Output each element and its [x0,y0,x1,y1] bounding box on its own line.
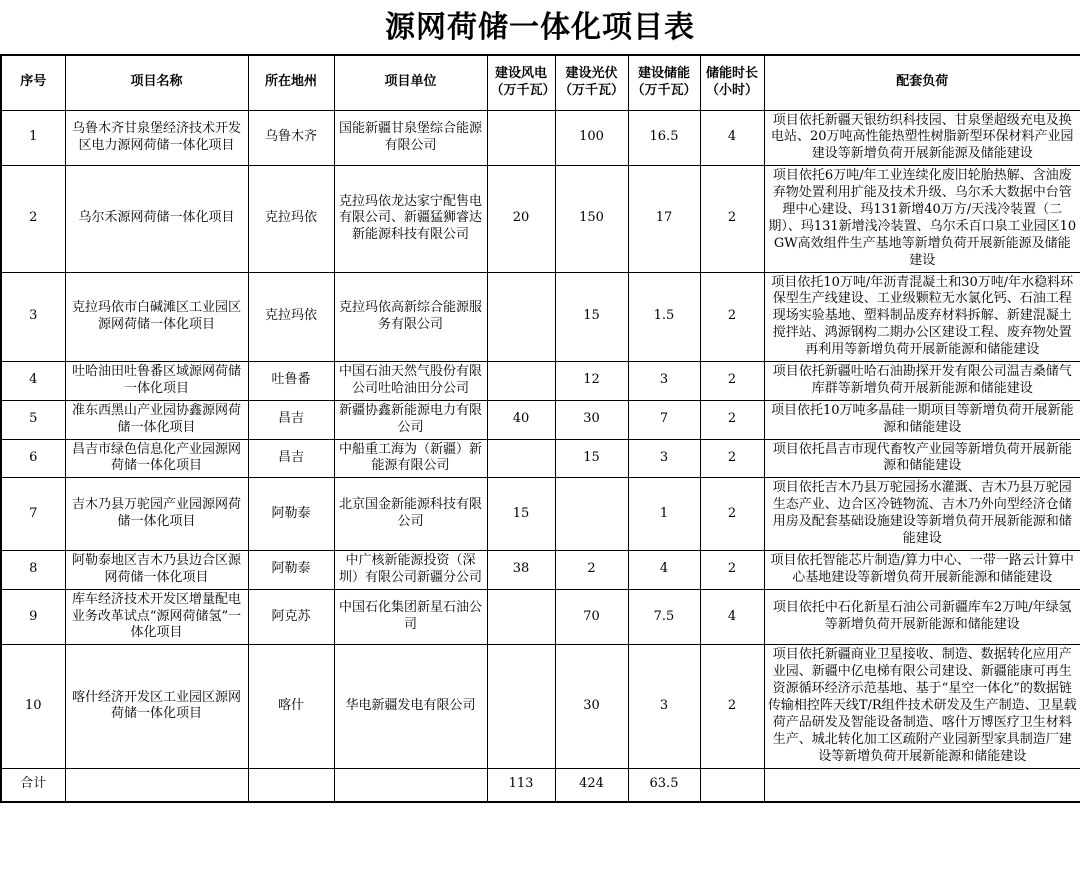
cell-storage: 3 [628,361,700,400]
cell-load: 项目依托新疆商业卫星接收、制造、数据转化应用产业园、新疆中亿电梯有限公司建设、新疆能康可再生资源循环经济示范基地、基于“星空一体化”的数据链传输相控阵天线T/R组件技术研发及生产制造、卫星载荷产品研发及智能设备制造、喀什万博医疗卫生材料生产、城北转化加工区疏附产业园新型家具制造厂建设等新增负荷开展新能源和储能建设 [764,645,1080,768]
cell-pv: 424 [555,768,628,802]
cell-pv: 15 [555,439,628,478]
cell-wind [487,645,555,768]
cell-storage: 7.5 [628,589,700,645]
table-row [1,400,1080,439]
cell-name: 库车经济技术开发区增量配电业务改革试点“源网荷储氢”一体化项目 [65,589,248,645]
cell-seq: 4 [1,361,65,400]
cell-pv [555,478,628,551]
cell-prefecture: 克拉玛依 [248,166,334,272]
cell-load: 项目依托吉木乃县万驼园扬水灌溉、吉木乃县万驼园生态产业、边合区冷链物流、吉木乃外向型经济仓储用房及配套基础设施建设等新增负荷开展新能源和储能建设 [764,478,1080,551]
cell-duration: 2 [700,439,764,478]
cell-seq: 2 [1,166,65,272]
cell-pv: 70 [555,589,628,645]
table-row [1,589,1080,645]
cell-seq: 1 [1,110,65,166]
cell-wind: 20 [487,166,555,272]
cell-unit: 克拉玛依高新综合能源服务有限公司 [334,272,487,361]
column-header-unit: 项目单位 [334,55,487,110]
cell-pv: 150 [555,166,628,272]
projects-table [0,54,1080,803]
table-header [1,55,1080,110]
cell-load: 项目依托新疆天银纺织科技园、甘泉堡超级充电及换电站、20万吨高性能热塑性树脂新型环保材料产业园建设等新增负荷开展新能源及储能建设 [764,110,1080,166]
cell-load: 项目依托6万吨/年工业连续化废旧轮胎热解、含油废弃物处置利用扩能及技术升级、乌尔禾大数据中台管理中心建设、玛131新增40万方/天浅冷装置（二期）、玛131新增浅冷装置、乌尔禾百口泉工业园区10GW高效组件生产基地等新增负荷开展新能源及储能建设 [764,166,1080,272]
cell-wind: 15 [487,478,555,551]
cell-prefecture: 克拉玛依 [248,272,334,361]
column-header-seq: 序号 [1,55,65,110]
cell-prefecture: 昌吉 [248,439,334,478]
cell-seq: 3 [1,272,65,361]
cell-prefecture: 乌鲁木齐 [248,110,334,166]
cell-wind [487,589,555,645]
cell-seq: 9 [1,589,65,645]
total-row [1,768,1080,802]
table-row [1,272,1080,361]
column-header-wind: 建设风电（万千瓦） [487,55,555,110]
table-body [1,110,1080,802]
cell-prefecture: 喀什 [248,645,334,768]
cell-load: 项目依托中石化新星石油公司新疆库车2万吨/年绿氢等新增负荷开展新能源和储能建设 [764,589,1080,645]
cell-unit: 中国石化集团新星石油公司 [334,589,487,645]
page-title: 源网荷储一体化项目表 [385,10,695,45]
table-row [1,645,1080,768]
cell-name: 喀什经济开发区工业园区源网荷储一体化项目 [65,645,248,768]
cell-wind [487,439,555,478]
cell-storage: 3 [628,645,700,768]
cell-load: 项目依托新疆吐哈石油勘探开发有限公司温吉桑储气库群等新增负荷开展新能源和储能建设 [764,361,1080,400]
cell-pv: 15 [555,272,628,361]
table-row [1,478,1080,551]
cell-seq: 8 [1,550,65,589]
cell-name: 昌吉市绿色信息化产业园源网荷储一体化项目 [65,439,248,478]
table-row [1,361,1080,400]
cell-storage: 17 [628,166,700,272]
cell-pv: 30 [555,645,628,768]
table-row [1,166,1080,272]
column-header-prefecture: 所在地州 [248,55,334,110]
cell-prefecture [248,768,334,802]
cell-wind [487,361,555,400]
cell-storage: 4 [628,550,700,589]
cell-duration: 2 [700,166,764,272]
cell-duration: 2 [700,550,764,589]
cell-pv: 2 [555,550,628,589]
table-row [1,439,1080,478]
cell-seq: 合计 [1,768,65,802]
cell-load: 项目依托10万吨多晶硅一期项目等新增负荷开展新能源和储能建设 [764,400,1080,439]
column-header-load: 配套负荷 [764,55,1080,110]
header-row [1,55,1080,110]
cell-duration: 2 [700,361,764,400]
cell-unit: 华电新疆发电有限公司 [334,645,487,768]
cell-seq: 10 [1,645,65,768]
cell-wind: 38 [487,550,555,589]
cell-wind [487,272,555,361]
table-row [1,550,1080,589]
cell-unit [334,768,487,802]
cell-duration: 2 [700,645,764,768]
cell-prefecture: 阿勒泰 [248,550,334,589]
cell-wind: 40 [487,400,555,439]
cell-storage: 1 [628,478,700,551]
column-header-name: 项目名称 [65,55,248,110]
cell-duration: 4 [700,589,764,645]
cell-prefecture: 吐鲁番 [248,361,334,400]
cell-name: 阿勒泰地区吉木乃县边合区源网荷储一体化项目 [65,550,248,589]
cell-pv: 30 [555,400,628,439]
cell-storage: 1.5 [628,272,700,361]
cell-load: 项目依托昌吉市现代畜牧产业园等新增负荷开展新能源和储能建设 [764,439,1080,478]
cell-storage: 16.5 [628,110,700,166]
cell-name: 乌鲁木齐甘泉堡经济技术开发区电力源网荷储一体化项目 [65,110,248,166]
cell-unit: 新疆协鑫新能源电力有限公司 [334,400,487,439]
cell-seq: 6 [1,439,65,478]
cell-wind [487,110,555,166]
cell-storage: 63.5 [628,768,700,802]
cell-name: 乌尔禾源网荷储一体化项目 [65,166,248,272]
cell-name: 吉木乃县万驼园产业园源网荷储一体化项目 [65,478,248,551]
cell-duration: 2 [700,400,764,439]
cell-pv: 100 [555,110,628,166]
cell-load [764,768,1080,802]
cell-unit: 中广核新能源投资（深圳）有限公司新疆分公司 [334,550,487,589]
cell-name: 吐哈油田吐鲁番区域源网荷储一体化项目 [65,361,248,400]
cell-name [65,768,248,802]
cell-duration: 2 [700,272,764,361]
cell-seq: 7 [1,478,65,551]
cell-name: 克拉玛依市白碱滩区工业园区源网荷储一体化项目 [65,272,248,361]
cell-storage: 7 [628,400,700,439]
cell-pv: 12 [555,361,628,400]
cell-unit: 克拉玛依龙达家宁配售电有限公司、新疆猛狮睿达新能源科技有限公司 [334,166,487,272]
cell-duration: 4 [700,110,764,166]
cell-prefecture: 阿克苏 [248,589,334,645]
cell-unit: 国能新疆甘泉堡综合能源有限公司 [334,110,487,166]
cell-seq: 5 [1,400,65,439]
cell-unit: 北京国金新能源科技有限公司 [334,478,487,551]
column-header-pv: 建设光伏（万千瓦） [555,55,628,110]
cell-prefecture: 阿勒泰 [248,478,334,551]
cell-name: 准东西黑山产业园协鑫源网荷储一体化项目 [65,400,248,439]
column-header-duration: 储能时长（小时） [700,55,764,110]
cell-load: 项目依托10万吨/年沥青混凝土和30万吨/年水稳料环保型生产线建设、工业级颗粒无水氯化钙、石油工程现场实验基地、塑料制品废弃材料拆解、新建混凝土搅拌站、鸿源钢构二期办公区建设工程、废弃物处置再利用等新增负荷开展新能源和储能建设 [764,272,1080,361]
column-header-storage: 建设储能（万千瓦） [628,55,700,110]
cell-unit: 中船重工海为（新疆）新能源有限公司 [334,439,487,478]
cell-load: 项目依托智能芯片制造/算力中心、一带一路云计算中心基地建设等新增负荷开展新能源和储能建设 [764,550,1080,589]
cell-duration [700,768,764,802]
cell-storage: 3 [628,439,700,478]
cell-unit: 中国石油天然气股份有限公司吐哈油田分公司 [334,361,487,400]
cell-prefecture: 昌吉 [248,400,334,439]
cell-wind: 113 [487,768,555,802]
cell-duration: 2 [700,478,764,551]
table-row [1,110,1080,166]
